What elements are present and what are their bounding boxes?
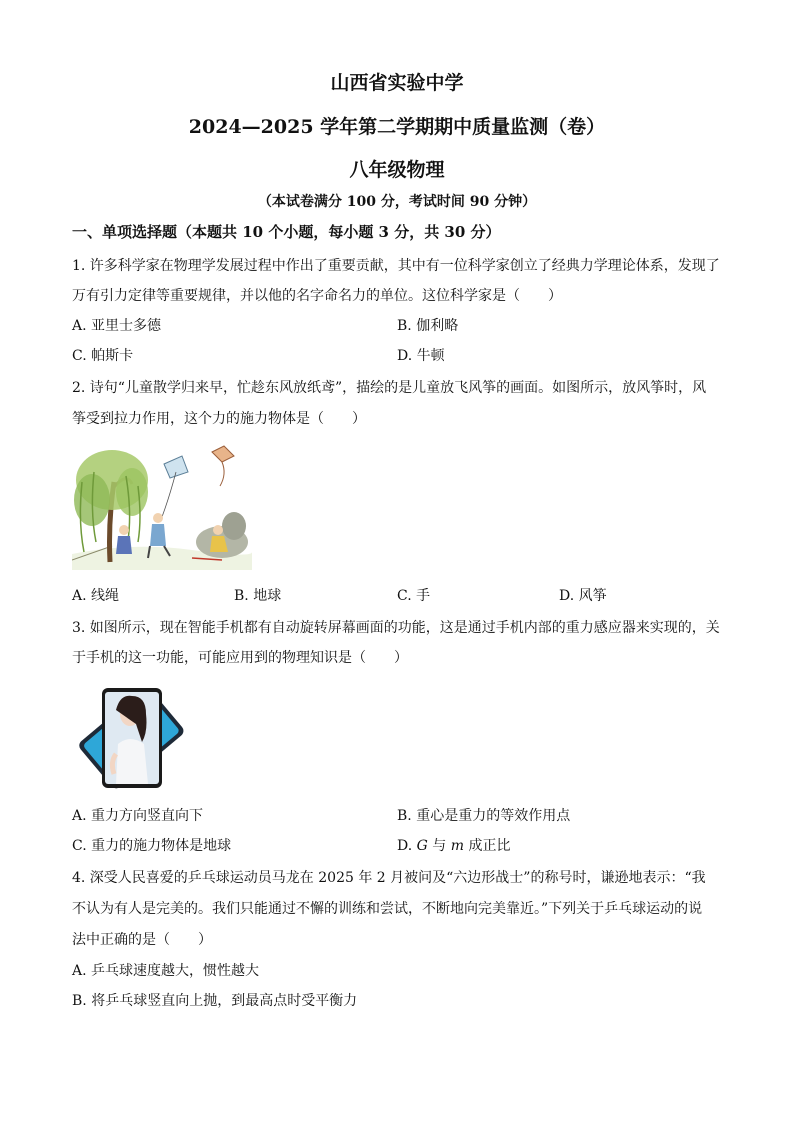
q3-option-d-prefix: D. xyxy=(397,838,417,854)
q3-option-d-symbol-g: G xyxy=(416,838,428,854)
q2-option-a[interactable]: A. 线绳 xyxy=(72,588,120,604)
q2-option-b[interactable]: B. 地球 xyxy=(234,588,282,604)
school-name: 山西省实验中学 xyxy=(330,72,464,94)
q1-stem-line2: 万有引力定律等重要规律，并以他的名字命名力的单位。这位科学家是（ ） xyxy=(72,288,562,304)
q3-option-b[interactable]: B. 重心是重力的等效作用点 xyxy=(397,808,571,824)
q1-option-b[interactable]: B. 伽利略 xyxy=(397,318,459,334)
exam-note: （本试卷满分 100 分，考试时间 90 分钟） xyxy=(257,194,537,210)
q2-option-d[interactable]: D. 风筝 xyxy=(559,588,607,604)
q1-option-a[interactable]: A. 亚里士多德 xyxy=(72,318,162,334)
q3-stem-line1: 3. 如图所示，现在智能手机都有自动旋转屏幕画面的功能，这是通过手机内部的重力感应器来实现的，关 xyxy=(72,620,720,636)
q2-stem-line1: 2. 诗句“儿童散学归来早，忙趁东风放纸鸢”，描绘的是儿童放飞风筝的画面。如图所示，放风筝时，风 xyxy=(72,380,707,396)
q2-stem-line2: 筝受到拉力作用，这个力的施力物体是（ ） xyxy=(72,411,366,427)
q4-option-a[interactable]: A. 乒乓球速度越大，惯性越大 xyxy=(72,963,260,979)
q3-option-d[interactable] xyxy=(397,836,510,856)
q4-stem-line2: 不认为有人是完美的。我们只能通过不懈的训练和尝试，不断地向完美靠近。”下列关于乒乓球运动的说 xyxy=(72,901,703,917)
q3-option-d-suffix: 成正比 xyxy=(464,838,511,854)
q4-stem-line1: 4. 深受人民喜爱的乒乓球运动员马龙在 2025 年 2 月被问及“六边形战士”的称号时，谦逊地表示：“我 xyxy=(72,870,706,886)
q2-option-c[interactable]: C. 手 xyxy=(397,588,431,604)
q3-option-a[interactable]: A. 重力方向竖直向下 xyxy=(72,808,204,824)
section-title: 一、单项选择题（本题共 10 个小题，每小题 3 分，共 30 分） xyxy=(72,223,501,241)
rotating-phone-illustration xyxy=(72,684,192,790)
kite-flying-illustration xyxy=(72,442,252,570)
q3-option-c[interactable]: C. 重力的施力物体是地球 xyxy=(72,838,232,854)
exam-title: 2024—2025 学年第二学期期中质量监测（卷） xyxy=(188,116,606,138)
q3-option-d-symbol-m: m xyxy=(450,838,465,854)
q3-option-d-mid: 与 xyxy=(427,838,451,854)
subject-title: 八年级物理 xyxy=(349,159,445,181)
q4-option-b[interactable]: B. 将乒乓球竖直向上抛，到最高点时受平衡力 xyxy=(72,993,358,1009)
q3-stem-line2: 于手机的这一功能，可能应用到的物理知识是（ ） xyxy=(72,650,408,666)
q4-stem-line3: 法中正确的是（ ） xyxy=(72,932,212,948)
q1-option-c[interactable]: C. 帕斯卡 xyxy=(72,348,134,364)
q1-stem-line1: 1. 许多科学家在物理学发展过程中作出了重要贡献，其中有一位科学家创立了经典力学理论体系，发现了 xyxy=(72,258,720,274)
q1-option-d[interactable]: D. 牛顿 xyxy=(397,348,445,364)
